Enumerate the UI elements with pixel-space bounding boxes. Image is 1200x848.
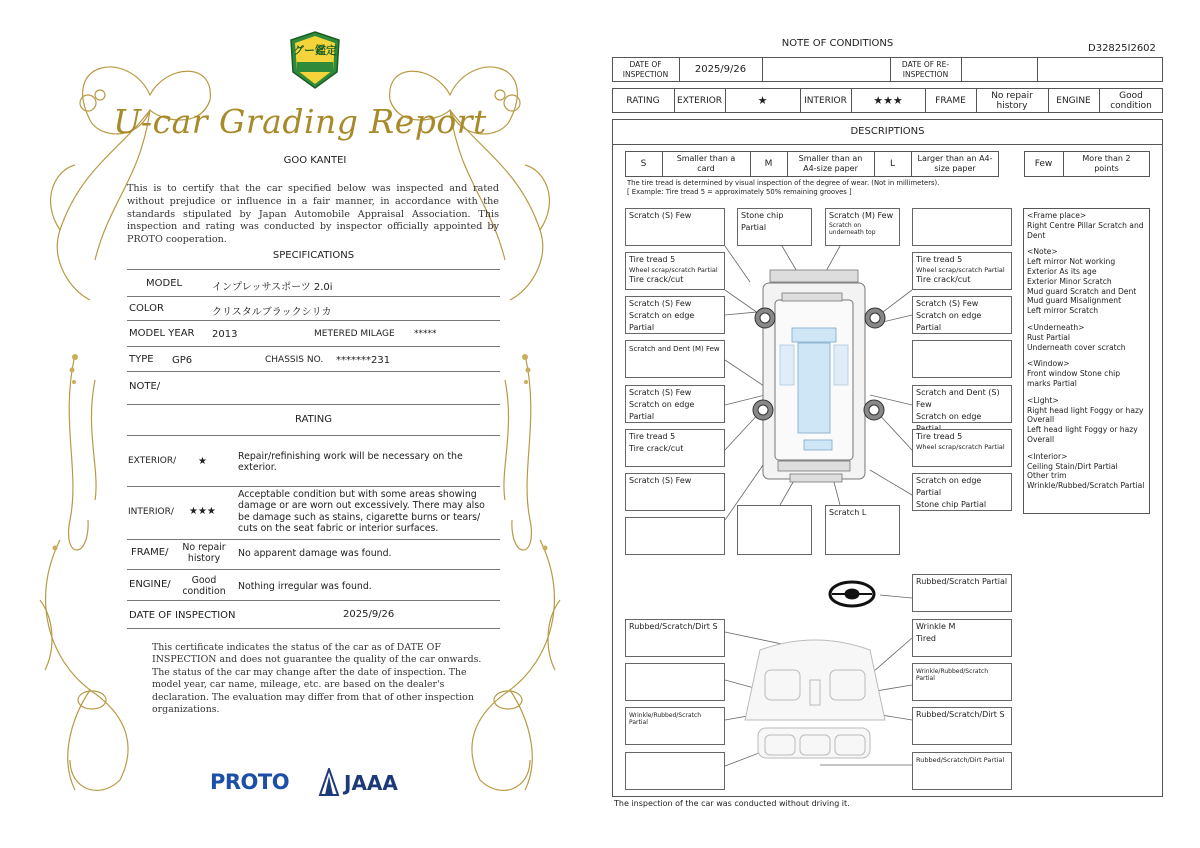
legend-l-desc: Larger than an A4-size paper [917, 154, 993, 173]
condition-text: Rubbed/Scratch/Dirt S [916, 710, 1005, 719]
divider [127, 486, 500, 487]
mileage-label: METERED MILAGE [314, 329, 395, 339]
divider [127, 435, 500, 436]
date-of-reinspection-label: DATE OF RE-INSPECTION [901, 59, 950, 79]
type-label: TYPE [129, 354, 154, 365]
condition-text: Stone chip Partial [741, 211, 784, 232]
condition-text: Tire tread 5 [916, 255, 963, 264]
date-of-inspection-label: DATE OF INSPECTION [129, 610, 236, 621]
box-right-trim [912, 663, 1012, 701]
divider [127, 569, 500, 570]
box-right-fender [912, 296, 1012, 334]
goo-kantei-badge-icon [287, 30, 343, 90]
condition-subtext: Wheel scrap/scratch Partial [916, 266, 1005, 274]
condition-text: Tire crack/cut [629, 275, 684, 284]
condition-text: Scratch on edge Partial [629, 311, 695, 332]
condition-text: Scratch on edge [916, 412, 982, 421]
legend-m-desc: Smaller than an A4-size paper [798, 154, 863, 173]
condition-text: Tire tread 5 [629, 432, 676, 441]
certificate-disclaimer: This certificate indicates the status of the car as of DATE OF INSPECTION and does not guarantee the quality of the car onwards. The status of the car may change after the date of inspection. The model year, car name, mileage, etc. are based on the dealer's declaration. The evaluation may differ from that of other inspection organizations. [152, 642, 482, 716]
box-front-left-tire [625, 252, 725, 290]
interior-label: INTERIOR/ [128, 507, 174, 517]
box-left-quarter [625, 473, 725, 511]
legend-few: Few [1034, 159, 1053, 169]
frame-description: No apparent damage was found. [238, 548, 392, 559]
jaaa-emblem-icon [318, 768, 340, 796]
rating-label: RATING [626, 95, 660, 106]
model-year-label: MODEL YEAR [129, 328, 195, 339]
condition-text: Scratch (S) Few [916, 299, 979, 308]
divider [127, 404, 500, 405]
box-left-trim [625, 663, 725, 701]
box-front-bumper [825, 208, 900, 246]
organization-name: GOO KANTEI [283, 155, 347, 166]
note-line: Wrinkle/Rubbed/Scratch Partial [1027, 481, 1145, 491]
box-left-rear-door [625, 385, 725, 423]
exterior-stars: ★ [198, 456, 207, 467]
box-rear-seat [912, 752, 1012, 790]
note-line: Left head light Foggy or hazy Overall [1027, 425, 1138, 444]
condition-text: Rubbed/Scratch Partial [916, 577, 1008, 586]
date-of-inspection-value: 2025/9/26 [694, 63, 747, 75]
interior-stars: ★★★ [189, 506, 216, 517]
exterior-label: EXTERIOR [676, 95, 723, 106]
condition-text: Scratch L [829, 508, 867, 517]
certificate-title: U-car Grading Report [113, 102, 487, 141]
box-right-quarter [912, 473, 1012, 511]
condition-text: Tire tread 5 [629, 255, 676, 264]
legend-l: L [889, 159, 895, 169]
note-line: Ceiling Stain/Dirt Partial [1027, 461, 1118, 471]
box-right-rear-door [912, 385, 1012, 423]
note-label: NOTE/ [129, 381, 161, 392]
condition-text: Tire crack/cut [629, 444, 684, 453]
date-of-inspection-label: DATE OF INSPECTION [622, 59, 669, 79]
note-line: <Underneath> [1027, 322, 1085, 332]
condition-text: Scratch on edge Partial [916, 311, 982, 332]
model-label: MODEL [146, 278, 183, 289]
engine-label: ENGINE/ [129, 579, 171, 590]
box-left-fender [625, 296, 725, 334]
divider [127, 371, 500, 372]
condition-subtext: Wheel scrap/scratch Partial [916, 443, 1005, 451]
divider [127, 269, 500, 270]
note-line: Exterior Minor Scratch [1027, 276, 1112, 286]
condition-text: Scratch (S) Few [629, 299, 692, 308]
frame-value: No repair history [991, 90, 1033, 111]
condition-text: Scratch on edge Partial [916, 476, 982, 497]
type-value: GP6 [172, 355, 193, 366]
divider [127, 346, 500, 347]
box-rear-left-seat [625, 752, 725, 790]
condition-text: Tire tread 5 [916, 432, 963, 441]
note-line: Right head light Foggy or hazy Overall [1027, 405, 1144, 425]
legend-s-desc: Smaller than a card [676, 154, 736, 173]
box-front-right-tire [912, 252, 1012, 290]
condition-text: Scratch (S) Few [629, 476, 692, 485]
note-line: Exterior As its age [1027, 266, 1097, 276]
engine-description: Nothing irregular was found. [238, 581, 372, 592]
box-ceiling [625, 619, 725, 657]
exterior-label: EXTERIOR/ [128, 456, 177, 466]
legend-s: S [640, 159, 647, 169]
condition-text: Wrinkle/Rubbed/Scratch Partial [916, 668, 988, 682]
engine-value: Good condition [182, 575, 226, 598]
note-line: Front window Stone chip marks Partial [1027, 369, 1121, 388]
condition-text: Rubbed/Scratch/Dirt S [629, 622, 718, 631]
condition-subtext: Wheel scrap/scratch Partial [629, 266, 718, 274]
date-of-inspection-value: 2025/9/26 [343, 609, 395, 620]
divider [127, 628, 500, 629]
divider [127, 600, 500, 601]
rating-heading: RATING [295, 414, 332, 425]
note-line: Other trim [1027, 471, 1067, 481]
note-line: Left mirror Scratch [1027, 306, 1099, 316]
tire-tread-example: [ Example: Tire tread 5 = approximately 50% remaining grooves ] [627, 188, 852, 196]
divider [127, 539, 500, 540]
engine-value: Good condition [1110, 90, 1152, 111]
certificate-intro: This is to certify that the car specified below was inspected and rated without prejudice or influence in a fair manner, in accordance with the standards stipulated by Japan Automobile Appraisal Association. This inspection and rating was conducted by inspector officially appointed by PROTO cooperation. [127, 183, 499, 246]
note-line: Underneath cover scratch [1027, 342, 1126, 352]
box-rear-bumper [825, 505, 900, 555]
condition-text: Wrinkle/Rubbed/Scratch Partial [629, 712, 701, 726]
badge-text: グー鑑定 [293, 44, 337, 57]
note-line: Left mirror Not working [1027, 257, 1116, 267]
divider [127, 296, 500, 297]
chassis-value: *******231 [336, 355, 391, 366]
note-line: Mud guard Scratch and Dent [1027, 286, 1137, 296]
box-front-window [737, 208, 812, 246]
color-value: クリスタルブラックシリカ [212, 307, 332, 318]
condition-text: Scratch (M) Few [829, 211, 894, 220]
condition-text: Stone chip Partial [916, 500, 987, 509]
note-line: <Frame place> [1027, 211, 1087, 220]
interior-description: Acceptable condition but with some areas showing damage or are worn out excessively. There may also be damage such as stains, cigarette burns or tears/ cuts on the seat fabric or interior surfaces. [238, 489, 485, 535]
box-rear-left-tire [625, 429, 725, 467]
descriptions-heading: DESCRIPTIONS [850, 126, 925, 137]
box-front-right [912, 208, 1012, 246]
tire-tread-note: The tire tread is determined by visual inspection of the degree of wear. (Not in millimeters). [627, 179, 940, 187]
condition-text: Tired [916, 634, 936, 643]
proto-logo: PROTO [210, 770, 290, 794]
steering-wheel-icon [830, 582, 874, 606]
box-front-left [625, 208, 725, 246]
box-steering [912, 574, 1012, 612]
condition-text: Scratch and Dent (S) Few [916, 388, 1000, 409]
exterior-stars: ★ [757, 93, 768, 107]
box-rear-left [625, 517, 725, 555]
color-label: COLOR [129, 303, 164, 314]
box-rear-window [737, 505, 812, 555]
legend-few-desc: More than 2 points [1082, 154, 1131, 173]
condition-text: Scratch on edge Partial [629, 400, 695, 421]
legend-m: M [764, 159, 773, 169]
frame-label: FRAME/ [131, 547, 169, 558]
engine-label: ENGINE [1056, 95, 1091, 106]
note-line: <Light> [1027, 395, 1059, 405]
box-driver-seat [912, 619, 1012, 657]
box-passenger-seat [625, 707, 725, 745]
note-line: Right Centre Pillar Scratch and Dent [1027, 220, 1144, 240]
note-of-conditions [600, 0, 1200, 848]
box-right-door [912, 340, 1012, 378]
note-line: <Note> [1027, 247, 1058, 257]
document-id: D32825I2602 [1088, 43, 1156, 54]
frame-label: FRAME [935, 95, 966, 106]
jaaa-logo: JAAA [344, 771, 398, 795]
condition-text: Scratch (S) Few [629, 211, 692, 220]
condition-text: Scratch and Dent (M) Few [629, 345, 720, 353]
condition-text: Tire crack/cut [916, 275, 971, 284]
model-year-value: 2013 [212, 329, 238, 340]
note-line: <Window> [1027, 359, 1070, 369]
exterior-description: Repair/refinishing work will be necessary on the exterior. [238, 451, 463, 474]
note-line: Rust Partial [1027, 332, 1070, 342]
box-rear-right-tire [912, 429, 1012, 467]
interior-label: INTERIOR [804, 95, 847, 106]
mileage-value: ***** [414, 329, 437, 339]
divider [127, 320, 500, 321]
chassis-label: CHASSIS NO. [265, 355, 324, 365]
note-line: Mud guard Misalignment [1027, 296, 1122, 306]
condition-text: Wrinkle M [916, 622, 956, 631]
box-center-console [912, 707, 1012, 745]
condition-subtext: Scratch on underneath top [829, 222, 876, 236]
condition-text: Rubbed/Scratch/Dirt Partial [916, 756, 1005, 764]
frame-value: No repair history [182, 542, 226, 565]
note-line: <Interior> [1027, 451, 1068, 461]
interior-stars: ★★★ [873, 93, 903, 107]
logos [210, 768, 410, 798]
inspection-footnote: The inspection of the car was conducted without driving it. [614, 799, 850, 808]
page-title: NOTE OF CONDITIONS [781, 38, 894, 49]
model-value: インプレッサスポーツ 2.0i [212, 282, 333, 293]
specifications-heading: SPECIFICATIONS [272, 250, 355, 261]
box-left-door [625, 340, 725, 378]
condition-text: Scratch (S) Few [629, 388, 692, 397]
